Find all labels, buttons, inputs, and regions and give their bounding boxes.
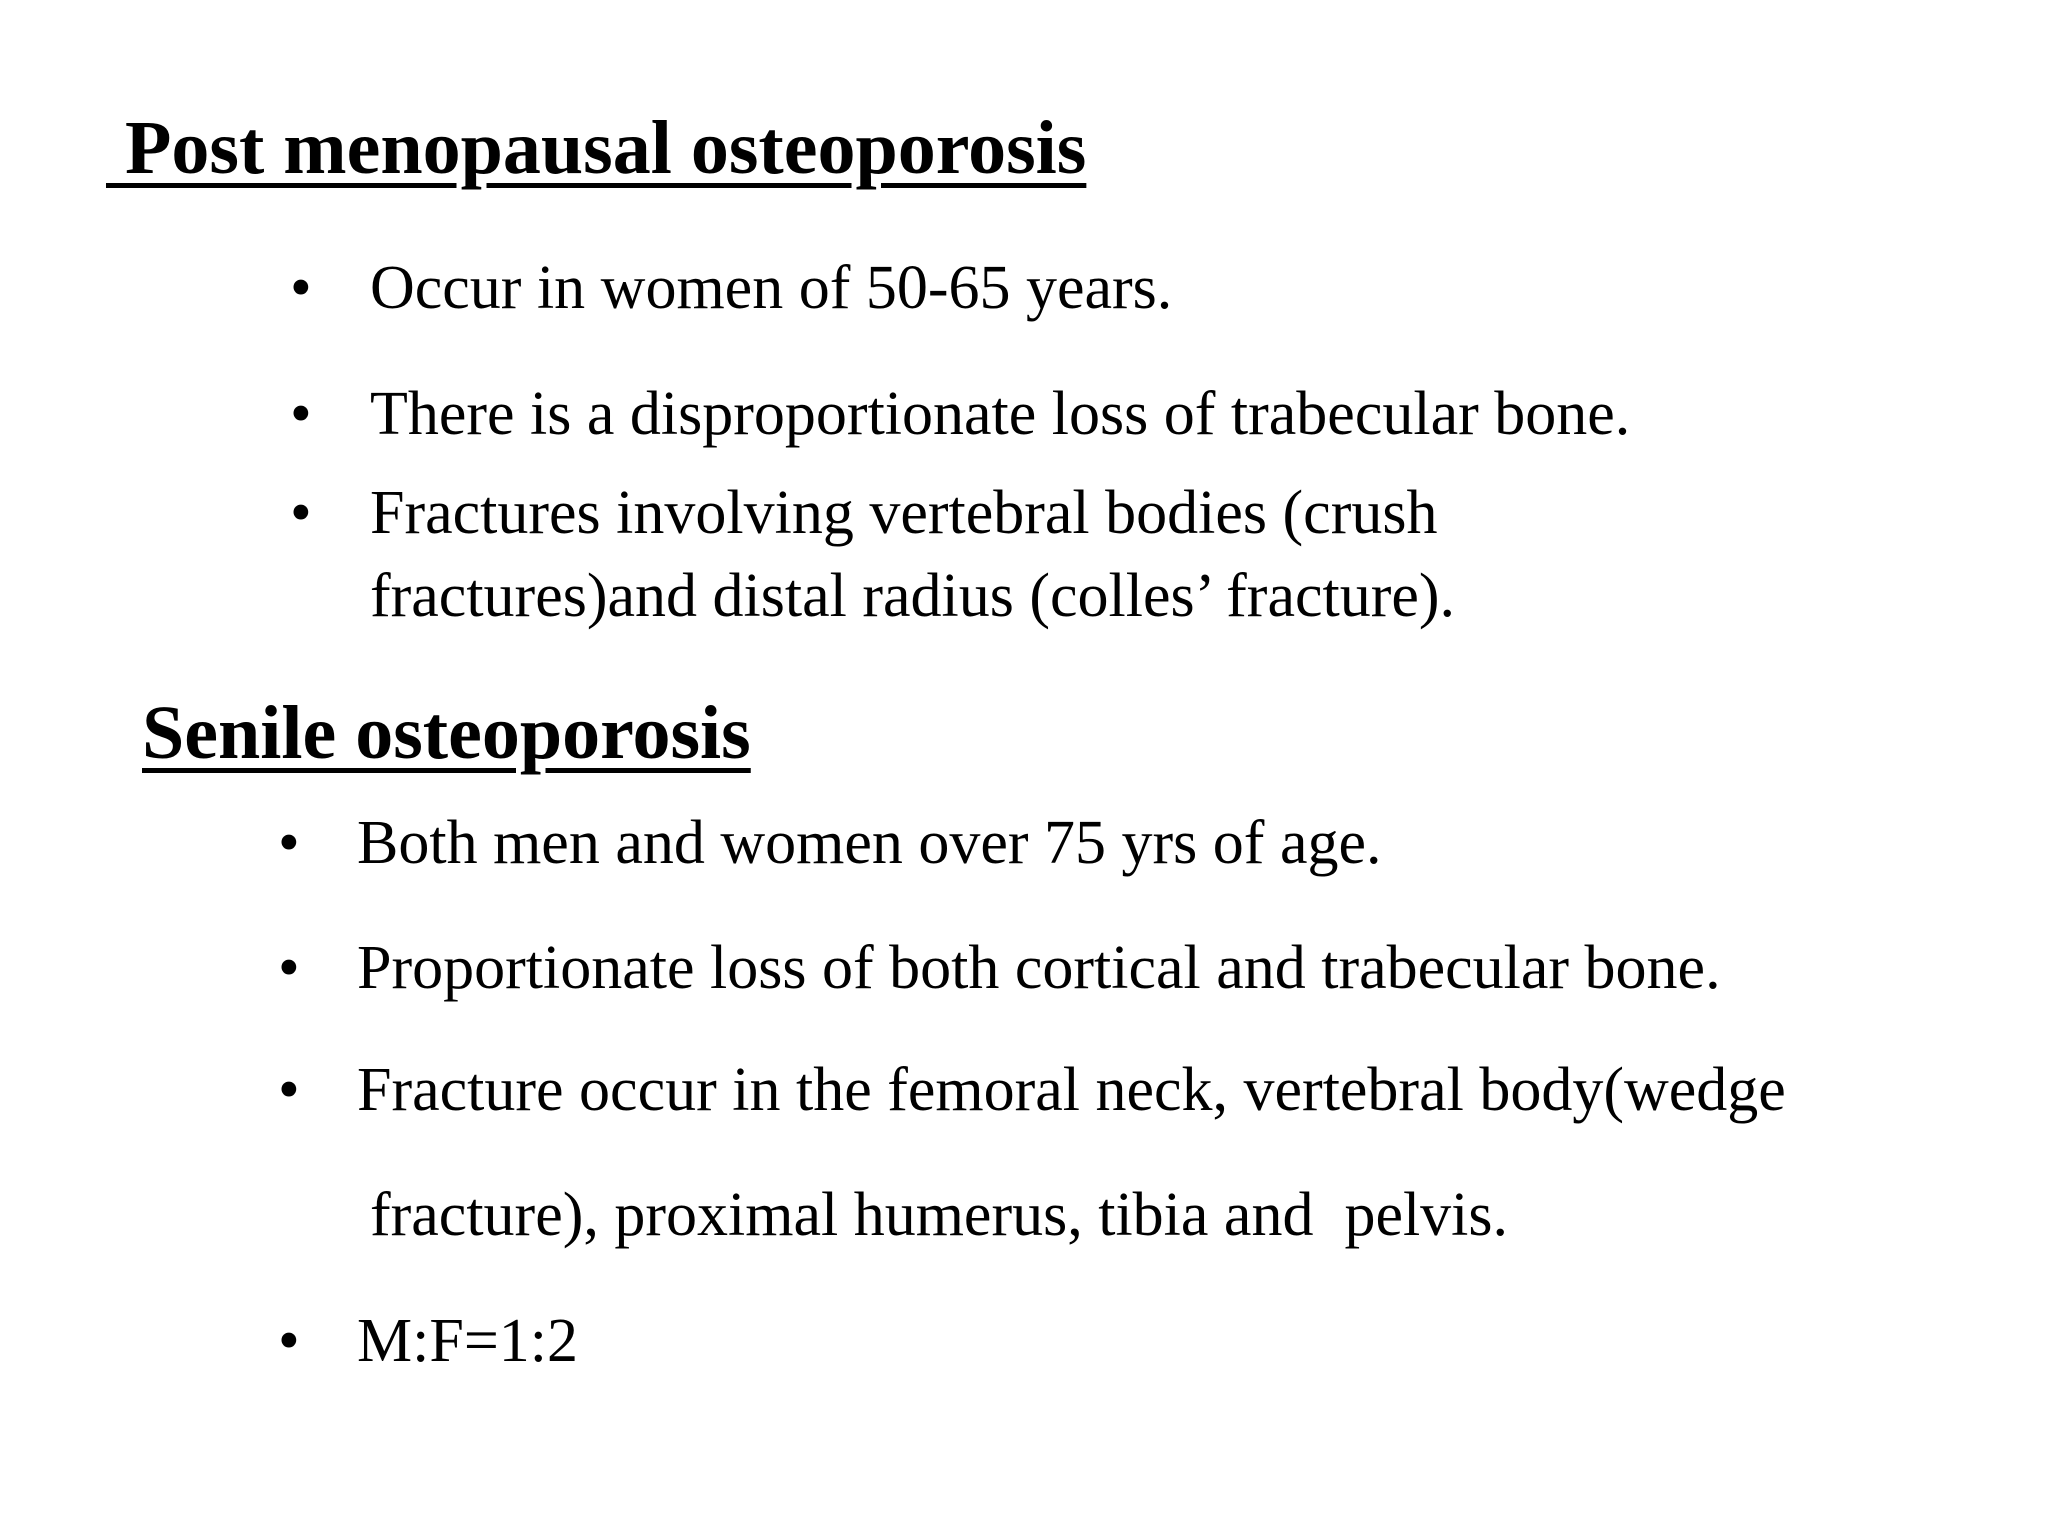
bullet-dot: •: [290, 479, 312, 547]
bullet-text: Fracture occur in the femoral neck, vertebral body(wedge: [357, 1056, 1786, 1124]
heading-senile-osteoporosis: Senile osteoporosis: [142, 691, 751, 775]
bullet-continuation-text: fracture), proximal humerus, tibia and pelvis.: [370, 1181, 1509, 1249]
bullet-dot: •: [278, 1056, 300, 1124]
bullet-continuation-text: fractures)and distal radius (colles’ fracture).: [370, 562, 1456, 630]
bullet-dot: •: [278, 934, 300, 1002]
bullet-dot: •: [278, 1307, 300, 1375]
bullet-dot: •: [290, 254, 312, 322]
bullet-text: M:F=1:2: [357, 1307, 579, 1375]
bullet-text: Fractures involving vertebral bodies (crush: [370, 479, 1438, 547]
bullet-text: Proportionate loss of both cortical and trabecular bone.: [357, 934, 1721, 1002]
bullet-dot: •: [278, 809, 300, 877]
bullet-text: Occur in women of 50-65 years.: [370, 254, 1173, 322]
bullet-text: There is a disproportionate loss of trabecular bone.: [370, 380, 1631, 448]
bullet-text: Both men and women over 75 yrs of age.: [357, 809, 1382, 877]
heading-postmenopausal-osteoporosis: Post menopausal osteoporosis: [106, 106, 1087, 190]
bullet-dot: •: [290, 380, 312, 448]
